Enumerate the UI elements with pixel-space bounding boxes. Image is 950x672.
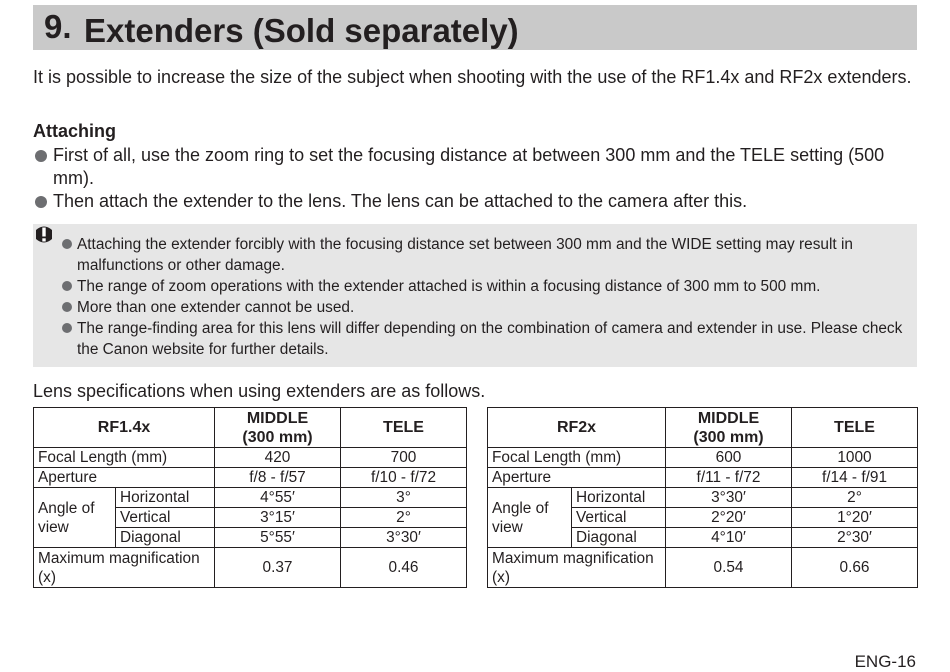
focal-tele: 700 (341, 448, 467, 468)
aperture-middle: f/8 - f/57 (215, 468, 341, 488)
row-label-diagonal: Diagonal (116, 528, 215, 548)
magnification-middle: 0.37 (215, 548, 341, 588)
horizontal-middle: 3°30′ (666, 488, 792, 508)
list-item-text: Attaching the extender forcibly with the focusing distance set between 300 mm and the WIDE setting may result in malfunctions or other damage. (77, 236, 853, 274)
table-row (34, 488, 467, 508)
col-header-tele: TELE (341, 408, 467, 448)
row-label-aperture: Aperture (34, 468, 215, 488)
row-label-focal: Focal Length (mm) (488, 448, 666, 468)
rf14-spec-table (33, 407, 467, 588)
list-item-text: The range of zoom operations with the extender attached is within a focusing distance of 300 mm to 500 mm. (77, 278, 821, 295)
row-label-aperture: Aperture (488, 468, 666, 488)
table-header-row (488, 408, 918, 448)
spec-intro: Lens specifications when using extenders are as follows. (33, 381, 486, 401)
aperture-tele: f/10 - f/72 (341, 468, 467, 488)
table-row (488, 468, 918, 488)
aperture-middle: f/11 - f/72 (666, 468, 792, 488)
focal-middle: 420 (215, 448, 341, 468)
bullet-icon (62, 281, 72, 291)
bullet-icon (62, 323, 72, 333)
table-row (34, 448, 467, 468)
diagonal-tele: 3°30′ (341, 528, 467, 548)
horizontal-tele: 3° (341, 488, 467, 508)
row-label-magnification: Maximum magnification (x) (34, 548, 215, 588)
horizontal-middle: 4°55′ (215, 488, 341, 508)
list-item (33, 144, 903, 190)
row-label-angle: Angle of view (34, 488, 116, 548)
diagonal-middle: 5°55′ (215, 528, 341, 548)
caution-list (60, 234, 910, 360)
row-label-magnification: Maximum magnification (x) (488, 548, 666, 588)
bullet-icon (62, 302, 72, 312)
col-header-middle: MIDDLE (300 mm) (666, 408, 792, 448)
list-item-text: The range-finding area for this lens will differ depending on the combination of camera and extender in use. Please check the Canon website for further details. (77, 320, 903, 358)
caution-box (33, 224, 917, 367)
extender-name: RF2x (488, 408, 666, 448)
col-header-tele: TELE (792, 408, 918, 448)
bullet-icon (62, 239, 72, 249)
rf2-spec-table (487, 407, 918, 588)
list-item (33, 190, 903, 213)
vertical-tele: 2° (341, 508, 467, 528)
list-item (60, 276, 910, 297)
table-row (34, 548, 467, 588)
caution-icon (33, 224, 55, 246)
vertical-middle: 2°20′ (666, 508, 792, 528)
magnification-tele: 0.66 (792, 548, 918, 588)
table-row (488, 488, 918, 508)
table-row (488, 448, 918, 468)
focal-tele: 1000 (792, 448, 918, 468)
vertical-tele: 1°20′ (792, 508, 918, 528)
table-row (488, 548, 918, 588)
bullet-icon (35, 196, 47, 208)
diagonal-middle: 4°10′ (666, 528, 792, 548)
row-label-diagonal: Diagonal (572, 528, 666, 548)
page-number: ENG-16 (854, 652, 916, 671)
bullet-icon (35, 150, 47, 162)
list-item-text: Then attach the extender to the lens. The lens can be attached to the camera after this. (53, 191, 748, 211)
aperture-tele: f/14 - f/91 (792, 468, 918, 488)
diagonal-tele: 2°30′ (792, 528, 918, 548)
section-title: Extenders (Sold separately) (84, 12, 519, 49)
row-label-vertical: Vertical (116, 508, 215, 528)
attaching-list (33, 144, 903, 213)
attaching-heading: Attaching (33, 121, 116, 141)
section-number: 9. (44, 8, 72, 45)
extender-name: RF1.4x (34, 408, 215, 448)
intro-paragraph: It is possible to increase the size of the subject when shooting with the use of the RF1.4x and RF2x extenders. (33, 67, 912, 87)
vertical-middle: 3°15′ (215, 508, 341, 528)
row-label-vertical: Vertical (572, 508, 666, 528)
horizontal-tele: 2° (792, 488, 918, 508)
section-header (33, 5, 917, 50)
list-item (60, 297, 910, 318)
table-header-row (34, 408, 467, 448)
row-label-horizontal: Horizontal (116, 488, 215, 508)
magnification-middle: 0.54 (666, 548, 792, 588)
magnification-tele: 0.46 (341, 548, 467, 588)
list-item (60, 234, 910, 276)
row-label-horizontal: Horizontal (572, 488, 666, 508)
list-item-text: First of all, use the zoom ring to set the focusing distance at between 300 mm and the TELE setting (500 mm). (53, 145, 885, 188)
list-item (60, 318, 910, 360)
row-label-focal: Focal Length (mm) (34, 448, 215, 468)
row-label-angle: Angle of view (488, 488, 572, 548)
focal-middle: 600 (666, 448, 792, 468)
list-item-text: More than one extender cannot be used. (77, 299, 355, 316)
col-header-middle: MIDDLE (300 mm) (215, 408, 341, 448)
table-row (34, 468, 467, 488)
